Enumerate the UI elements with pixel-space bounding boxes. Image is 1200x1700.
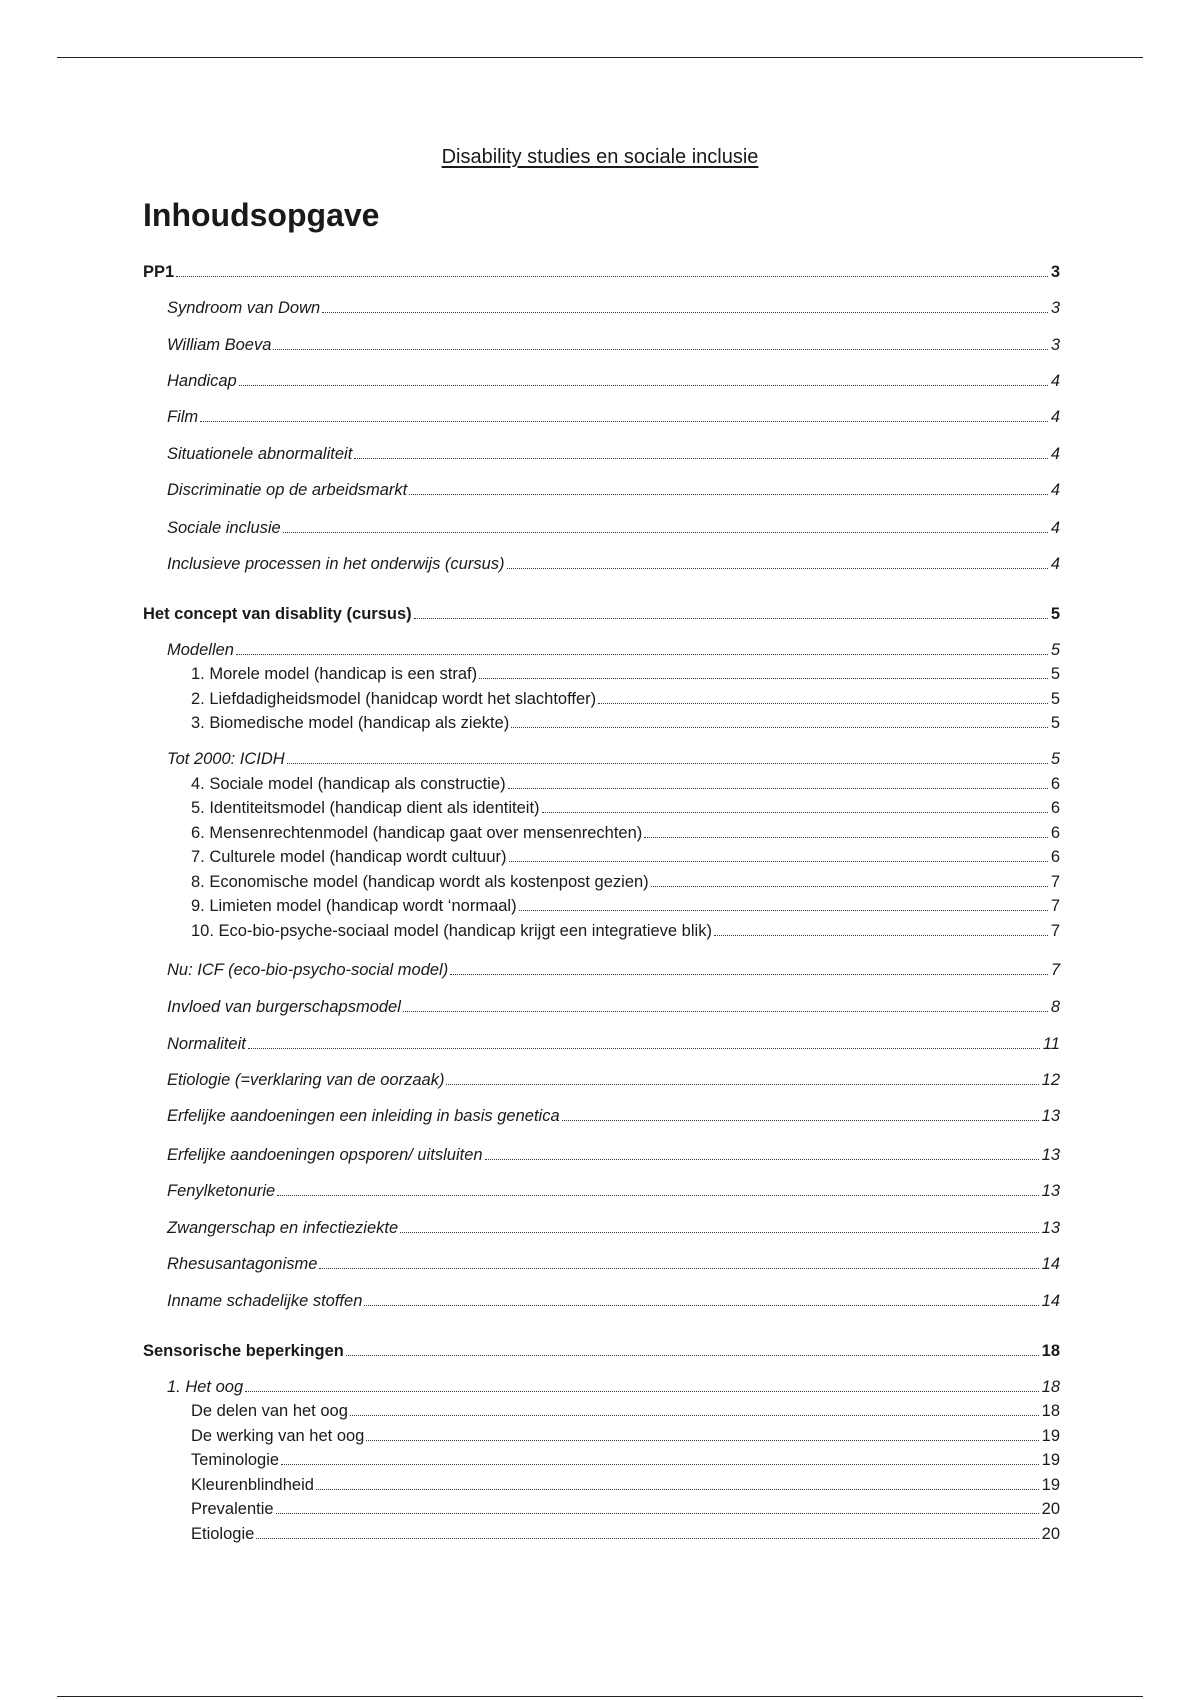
- toc-entry-page: 11: [1042, 1035, 1060, 1053]
- document-title: Disability studies en sociale inclusie: [441, 146, 759, 168]
- toc-entry[interactable]: [167, 1377, 1060, 1397]
- toc-entry-title: Normaliteit: [167, 1035, 246, 1053]
- toc-entry[interactable]: [167, 1181, 1060, 1201]
- toc-entry-title: 7. Culturele model (handicap wordt cultuur): [191, 848, 507, 866]
- toc-entry-title: Rhesusantagonisme: [167, 1255, 318, 1273]
- toc-entry-page: 5: [1050, 605, 1060, 623]
- toc-entry-page: 19: [1041, 1451, 1060, 1469]
- toc-leader: [485, 1159, 1039, 1160]
- toc-entry-title: Het concept van disablity (cursus): [143, 605, 412, 623]
- toc-entry[interactable]: [167, 1070, 1060, 1090]
- toc-entry-title: 5. Identiteitsmodel (handicap dient als identiteit): [191, 799, 540, 817]
- toc-entry[interactable]: [191, 689, 1060, 709]
- toc-entry[interactable]: [143, 604, 1060, 624]
- toc-leader: [409, 494, 1048, 495]
- toc-leader: [287, 763, 1048, 764]
- toc-entry-title: Erfelijke aandoeningen een inleiding in basis genetica: [167, 1107, 560, 1125]
- toc-entry-title: Sociale inclusie: [167, 519, 281, 537]
- toc-entry-page: 18: [1041, 1342, 1060, 1360]
- toc-entry[interactable]: [167, 554, 1060, 574]
- toc-entry-page: 19: [1041, 1427, 1060, 1445]
- toc-entry-title: Kleurenblindheid: [191, 1476, 314, 1494]
- toc-entry[interactable]: [167, 518, 1060, 538]
- toc-entry[interactable]: [191, 896, 1060, 916]
- toc-leader: [276, 1513, 1039, 1514]
- toc-entry[interactable]: [167, 640, 1060, 660]
- toc-leader: [316, 1489, 1039, 1490]
- toc-leader: [236, 654, 1048, 655]
- toc-entry-title: Teminologie: [191, 1451, 280, 1469]
- toc-entry-page: 18: [1041, 1378, 1060, 1396]
- toc-entry-title: Invloed van burgerschapsmodel: [167, 998, 401, 1016]
- toc-entry-title: Prevalentie: [191, 1500, 274, 1518]
- toc-leader: [507, 568, 1048, 569]
- toc-entry[interactable]: [191, 713, 1060, 733]
- toc-entry[interactable]: [191, 872, 1060, 892]
- toc-entry-page: 6: [1050, 824, 1060, 842]
- toc-entry[interactable]: [167, 444, 1060, 464]
- toc-leader: [200, 421, 1048, 422]
- toc-entry-title: Etiologie: [191, 1525, 255, 1543]
- toc-entry-page: 3: [1050, 299, 1060, 317]
- toc-entry-page: 3: [1050, 336, 1060, 354]
- toc-entry-title: De werking van het oog: [191, 1427, 365, 1445]
- toc-entry-title: 4. Sociale model (handicap als constructie): [191, 775, 506, 793]
- toc-leader: [366, 1440, 1038, 1441]
- toc-entry[interactable]: [167, 371, 1060, 391]
- toc-entry[interactable]: [167, 749, 1060, 769]
- toc-entry[interactable]: [167, 480, 1060, 500]
- toc-leader: [283, 532, 1048, 533]
- toc-leader: [354, 458, 1048, 459]
- toc-entry-page: 5: [1050, 750, 1060, 768]
- toc-leader: [281, 1464, 1039, 1465]
- toc-entry-title: Modellen: [167, 641, 234, 659]
- toc-leader: [598, 703, 1048, 704]
- toc-leader: [273, 349, 1047, 350]
- toc-entry[interactable]: [191, 1426, 1060, 1446]
- toc-entry-title: Nu: ICF (eco-bio-psycho-social model): [167, 961, 449, 979]
- toc-entry-page: 5: [1050, 641, 1060, 659]
- toc-entry[interactable]: [167, 1034, 1060, 1054]
- toc-entry-page: 6: [1050, 848, 1060, 866]
- toc-entry-page: 12: [1041, 1071, 1060, 1089]
- toc-entry-title: 1. Morele model (handicap is een straf): [191, 665, 478, 683]
- toc-leader: [403, 1011, 1048, 1012]
- toc-entry[interactable]: [191, 823, 1060, 843]
- toc-entry-page: 7: [1050, 897, 1060, 915]
- toc-entry[interactable]: [191, 798, 1060, 818]
- toc-leader: [176, 276, 1048, 277]
- toc-entry-page: 20: [1041, 1525, 1060, 1543]
- toc-entry-page: 4: [1050, 372, 1060, 390]
- toc-entry-title: William Boeva: [167, 336, 272, 354]
- toc-entry-title: 1. Het oog: [167, 1378, 244, 1396]
- toc-entry-page: 4: [1050, 481, 1060, 499]
- toc-entry[interactable]: [191, 774, 1060, 794]
- toc-entry[interactable]: [191, 1401, 1060, 1421]
- toc-entry[interactable]: [191, 664, 1060, 684]
- toc-entry-page: 5: [1050, 690, 1060, 708]
- toc-leader: [322, 312, 1048, 313]
- toc-entry[interactable]: [167, 1106, 1060, 1126]
- toc-leader: [508, 788, 1048, 789]
- toc-entry-title: 10. Eco-bio-psyche-sociaal model (handicap krijgt een integratieve blik): [191, 922, 712, 940]
- toc-entry-page: 4: [1050, 408, 1060, 426]
- toc-leader: [542, 812, 1048, 813]
- toc-entry-page: 7: [1050, 873, 1060, 891]
- toc-leader: [277, 1195, 1038, 1196]
- toc-entry-title: Etiologie (=verklaring van de oorzaak): [167, 1071, 445, 1089]
- toc-leader: [414, 618, 1048, 619]
- toc-entry-title: Discriminatie op de arbeidsmarkt: [167, 481, 408, 499]
- toc-entry-page: 7: [1050, 961, 1060, 979]
- toc-entry-page: 19: [1041, 1476, 1060, 1494]
- toc-entry-title: 8. Economische model (handicap wordt als kostenpost gezien): [191, 873, 649, 891]
- toc-entry-title: PP1: [143, 263, 175, 281]
- toc-leader: [519, 910, 1048, 911]
- toc-entry-title: Zwangerschap en infectieziekte: [167, 1219, 399, 1237]
- toc-entry[interactable]: [167, 1291, 1060, 1311]
- toc-entry[interactable]: [191, 847, 1060, 867]
- toc-entry[interactable]: [167, 407, 1060, 427]
- toc-leader: [714, 935, 1048, 936]
- toc-entry-title: Inclusieve processen in het onderwijs (cursus): [167, 555, 505, 573]
- toc-leader: [239, 385, 1048, 386]
- toc-entry[interactable]: [167, 960, 1060, 980]
- toc-leader: [319, 1268, 1038, 1269]
- toc-entry[interactable]: [191, 921, 1060, 941]
- toc-entry-title: De delen van het oog: [191, 1402, 348, 1420]
- toc-entry-page: 5: [1050, 714, 1060, 732]
- toc-entry[interactable]: [167, 997, 1060, 1017]
- toc-leader: [446, 1084, 1038, 1085]
- toc-entry-page: 6: [1050, 799, 1060, 817]
- toc-entry[interactable]: [191, 1450, 1060, 1470]
- toc-leader: [511, 727, 1048, 728]
- toc-entry-title: Tot 2000: ICIDH: [167, 750, 285, 768]
- toc-entry-title: 9. Limieten model (handicap wordt ‘normaal): [191, 897, 517, 915]
- toc-leader: [479, 678, 1048, 679]
- toc-leader: [248, 1048, 1040, 1049]
- toc-entry[interactable]: [191, 1524, 1060, 1544]
- toc-entry[interactable]: [167, 1254, 1060, 1274]
- toc-entry-page: 13: [1041, 1219, 1060, 1237]
- toc-leader: [562, 1120, 1039, 1121]
- toc-entry[interactable]: [143, 1341, 1060, 1361]
- toc-leader: [350, 1415, 1039, 1416]
- toc-entry-page: 13: [1041, 1182, 1060, 1200]
- toc-leader: [400, 1232, 1039, 1233]
- toc-entry-page: 4: [1050, 555, 1060, 573]
- toc-entry-page: 14: [1041, 1292, 1060, 1310]
- toc-entry-page: 14: [1041, 1255, 1060, 1273]
- toc-leader: [256, 1538, 1038, 1539]
- toc-leader: [651, 886, 1048, 887]
- toc-entry[interactable]: [167, 298, 1060, 318]
- toc-entry[interactable]: [167, 335, 1060, 355]
- toc-entry-page: 8: [1050, 998, 1060, 1016]
- toc-entry[interactable]: [191, 1499, 1060, 1519]
- toc-entry[interactable]: [191, 1475, 1060, 1495]
- toc-entry[interactable]: [143, 262, 1060, 282]
- toc-entry-page: 13: [1041, 1146, 1060, 1164]
- toc-entry-page: 3: [1050, 263, 1060, 281]
- toc-entry-page: 7: [1050, 922, 1060, 940]
- toc-entry-title: 3. Biomedische model (handicap als ziekte): [191, 714, 510, 732]
- toc-entry-title: Situationele abnormaliteit: [167, 445, 353, 463]
- footer-rule: [57, 1696, 1143, 1697]
- toc-entry-page: 6: [1050, 775, 1060, 793]
- toc-heading: Inhoudsopgave: [143, 197, 380, 233]
- toc-entry[interactable]: [167, 1218, 1060, 1238]
- toc-entry-title: Fenylketonurie: [167, 1182, 276, 1200]
- toc-entry-page: 20: [1041, 1500, 1060, 1518]
- toc-entry-title: Inname schadelijke stoffen: [167, 1292, 363, 1310]
- header-rule: [57, 57, 1143, 58]
- toc-entry-title: Erfelijke aandoeningen opsporen/ uitsluiten: [167, 1146, 483, 1164]
- toc-leader: [644, 837, 1048, 838]
- toc-leader: [509, 861, 1048, 862]
- toc-entry[interactable]: [167, 1145, 1060, 1165]
- toc-leader: [346, 1355, 1039, 1356]
- toc-entry-title: 2. Liefdadigheidsmodel (hanidcap wordt het slachtoffer): [191, 690, 597, 708]
- toc-leader: [364, 1305, 1038, 1306]
- toc-entry-title: Syndroom van Down: [167, 299, 321, 317]
- toc-entry-title: Handicap: [167, 372, 237, 390]
- toc-leader: [245, 1391, 1039, 1392]
- toc-entry-title: Film: [167, 408, 199, 426]
- toc-entry-page: 13: [1041, 1107, 1060, 1125]
- toc-leader: [450, 974, 1048, 975]
- toc-entry-page: 5: [1050, 665, 1060, 683]
- toc-entry-page: 18: [1041, 1402, 1060, 1420]
- toc-entry-title: Sensorische beperkingen: [143, 1342, 344, 1360]
- toc-entry-page: 4: [1050, 445, 1060, 463]
- toc-entry-page: 4: [1050, 519, 1060, 537]
- toc-entry-title: 6. Mensenrechtenmodel (handicap gaat over mensenrechten): [191, 824, 643, 842]
